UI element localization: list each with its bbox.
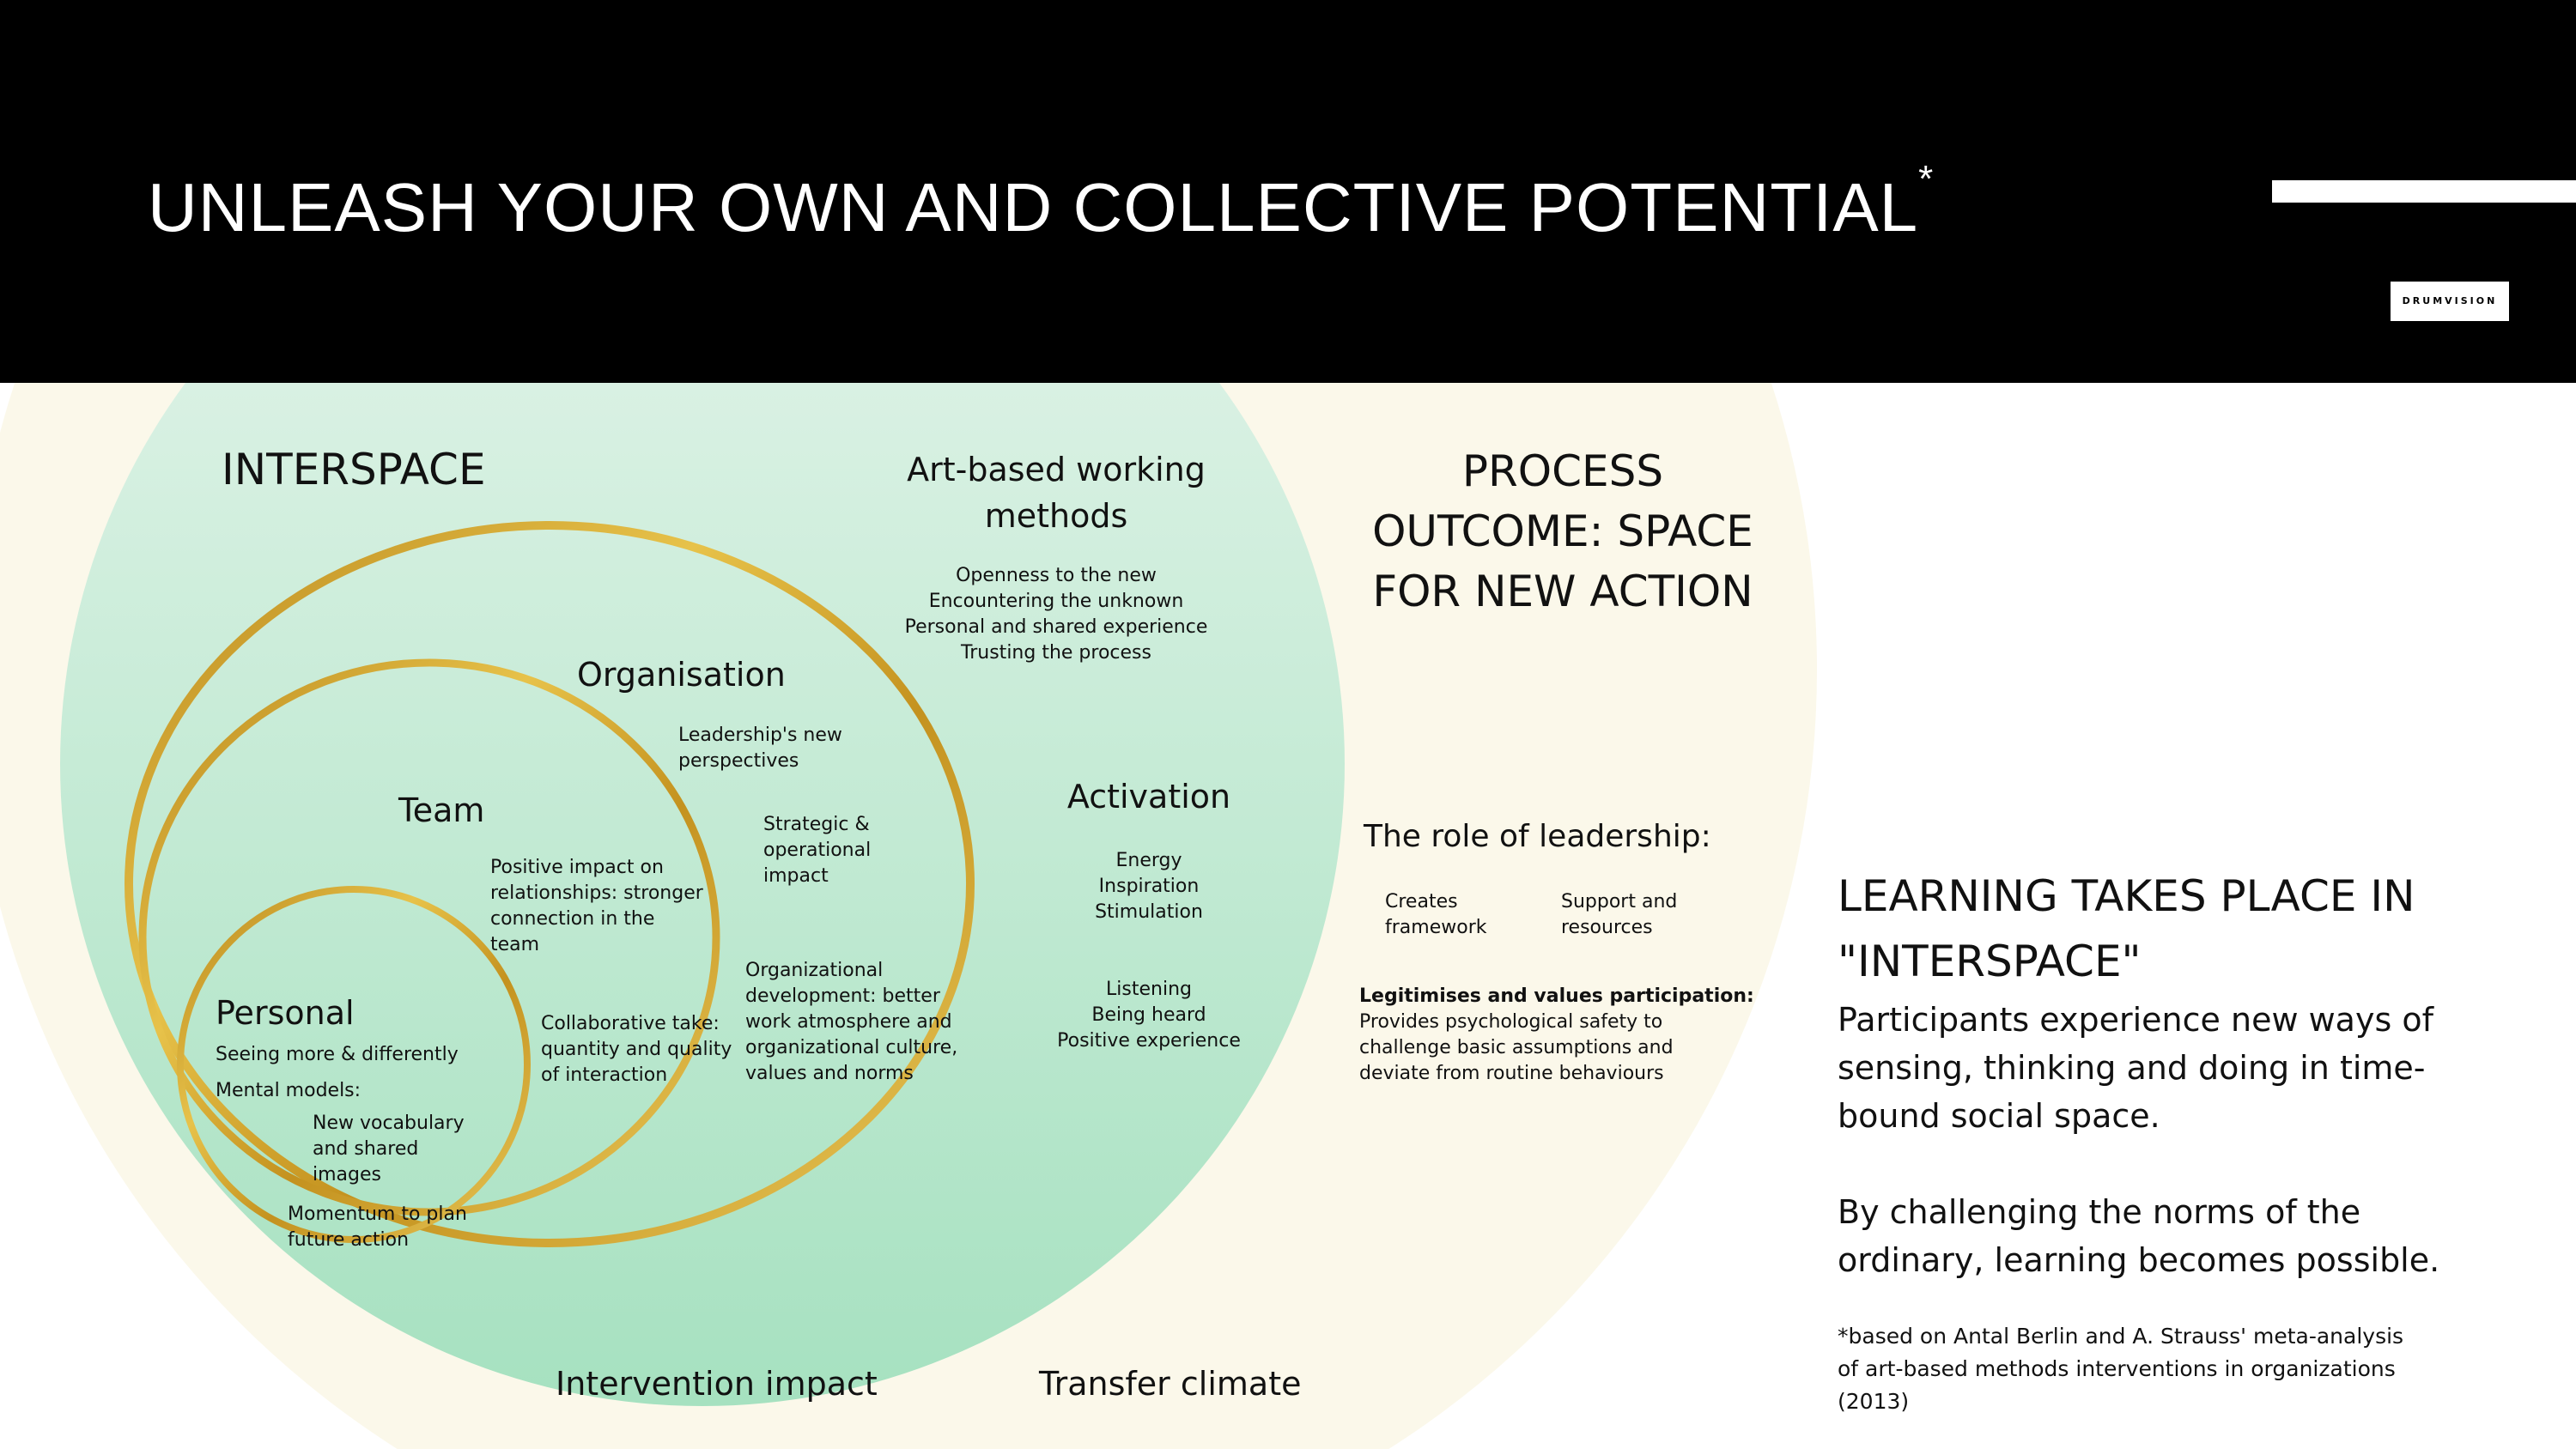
text-line: LEARNING TAKES PLACE IN [1838, 871, 2415, 921]
text-line: bound social space. [1838, 1097, 2160, 1135]
title-footnote-marker: * [1918, 158, 1935, 201]
text-line: sensing, thinking and doing in time- [1838, 1049, 2426, 1087]
text-line: resources [1561, 917, 1653, 938]
team-label: Team [398, 791, 485, 829]
text-line: quantity and quality [541, 1039, 732, 1060]
personal-vocabulary [313, 1111, 465, 1188]
strategic-impact [763, 812, 871, 889]
text-line: development: better [745, 985, 940, 1007]
footnote [1838, 1320, 2403, 1418]
text-line: By challenging the norms of the [1838, 1193, 2361, 1231]
text-line: of art-based methods interventions in organizations [1838, 1356, 2396, 1381]
leadership-creates [1385, 889, 1486, 941]
text-line: and shared [313, 1138, 419, 1160]
collaborative-take [541, 1011, 732, 1088]
art-methods-title-line-2: methods [984, 497, 1128, 535]
text-line: Creates [1385, 891, 1458, 912]
text-line: connection in the [490, 908, 655, 930]
personal-mental-models: Mental models: [216, 1080, 361, 1101]
activation-group-2 [1012, 977, 1286, 1054]
text-line: Collaborative take: [541, 1013, 720, 1034]
text-line: Provides psychological safety to [1359, 1011, 1663, 1033]
text-line: framework [1385, 917, 1487, 938]
text-line: Listening [1106, 979, 1192, 1000]
text-line: Stimulation [1095, 901, 1203, 923]
text-line: *based on Antal Berlin and A. Strauss' meta-analysis [1838, 1324, 2404, 1349]
text-line: Strategic & [763, 814, 870, 835]
page-title: UNLEASH YOUR OWN AND COLLECTIVE POTENTIAL* [148, 158, 1935, 246]
text-line: challenge basic assumptions and [1359, 1037, 1674, 1058]
art-methods-title-line-1: Art-based working [907, 451, 1206, 488]
text-line: New vocabulary [313, 1113, 465, 1134]
transfer-climate-label: Transfer climate [1039, 1365, 1302, 1403]
text-line: values and norms [745, 1063, 914, 1084]
text-line: Support and [1561, 891, 1678, 912]
text-line: Positive experience [1057, 1030, 1241, 1052]
activation-group-1 [1012, 848, 1286, 925]
text-line: Being heard [1091, 1004, 1206, 1026]
art-methods-items [884, 563, 1228, 666]
learning-heading [1838, 864, 2415, 994]
text-line: (2013) [1838, 1389, 1910, 1414]
header-band [0, 0, 2576, 383]
learning-paragraph-1 [1838, 996, 2433, 1140]
text-line: PROCESS [1461, 446, 1664, 496]
organizational-development [745, 958, 957, 1087]
process-outcome-heading [1340, 441, 1786, 621]
text-line: "INTERSPACE" [1838, 937, 2142, 986]
art-methods-item: Personal and shared experience [904, 616, 1208, 638]
text-line: OUTCOME: SPACE [1372, 506, 1753, 556]
text-line: organizational culture, [745, 1037, 958, 1058]
text-line: Participants experience new ways of [1838, 1001, 2433, 1039]
team-impact [490, 855, 703, 958]
text-line: FOR NEW ACTION [1372, 567, 1753, 616]
leadership-perspectives [678, 723, 842, 774]
leadership-support [1561, 889, 1677, 941]
art-methods-block [884, 446, 1228, 539]
text-line: Organizational [745, 960, 884, 981]
text-line: Energy [1115, 850, 1182, 871]
personal-label: Personal [216, 994, 355, 1032]
leadership-legitimises [1359, 984, 1754, 1087]
text-line: of interaction [541, 1064, 668, 1086]
personal-momentum [288, 1202, 467, 1253]
activation-label: Activation [1066, 778, 1231, 815]
text-line: relationships: stronger [490, 882, 703, 904]
art-methods-item: Encountering the unknown [928, 591, 1184, 612]
drumvision-logo: DRUMVISION [2391, 282, 2509, 321]
text-line: Momentum to plan [288, 1203, 467, 1225]
text-line: Positive impact on [490, 857, 664, 878]
personal-seeing: Seeing more & differently [216, 1044, 459, 1065]
learning-paragraph-2 [1838, 1188, 2439, 1284]
text-line: Inspiration [1098, 876, 1200, 897]
text-line: Legitimises and values participation: [1359, 985, 1754, 1007]
text-line: Leadership's new [678, 724, 842, 746]
text-line: ordinary, learning becomes possible. [1838, 1241, 2440, 1279]
leadership-role-title: The role of leadership: [1364, 819, 1711, 854]
art-methods-item: Trusting the process [961, 642, 1151, 664]
interspace-label: INTERSPACE [222, 445, 486, 494]
text-line: operational [763, 840, 872, 861]
text-line: perspectives [678, 750, 799, 772]
organisation-label: Organisation [577, 656, 786, 694]
text-line: work atmosphere and [745, 1011, 952, 1033]
text-line: future action [288, 1229, 410, 1251]
header-accent-bar [2272, 180, 2576, 203]
text-line: team [490, 934, 540, 955]
text-line: images [313, 1164, 381, 1185]
text-line: deviate from routine behaviours [1359, 1063, 1664, 1084]
art-methods-item: Openness to the new [956, 565, 1157, 586]
intervention-impact-label: Intervention impact [556, 1365, 878, 1403]
text-line: impact [763, 865, 829, 887]
